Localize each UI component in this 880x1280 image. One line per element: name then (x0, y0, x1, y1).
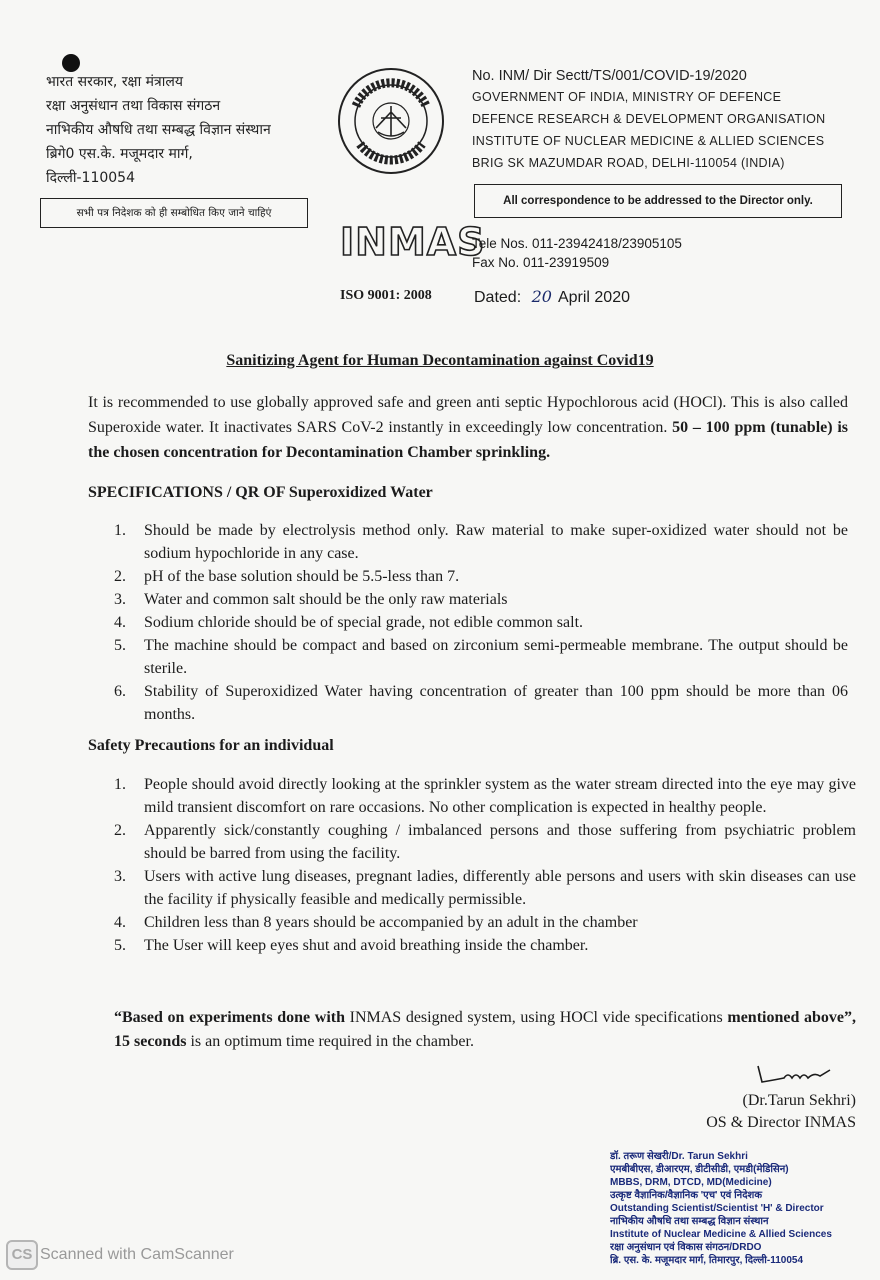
date-label: Dated: (474, 289, 522, 306)
list-item (114, 819, 856, 865)
org-line: GOVERNMENT OF INDIA, MINISTRY OF DEFENCE (472, 90, 782, 104)
stamp-line: नाभिकीय औषधि तथा सम्बद्ध विज्ञान संस्थान (610, 1216, 769, 1227)
safety-list (114, 773, 856, 957)
org-line: BRIG SK MAZUMDAR ROAD, DELHI-110054 (INDIA) (472, 156, 785, 170)
conclusion-paragraph (114, 1006, 856, 1054)
date-day-handwritten: 20 (531, 287, 552, 306)
list-text: Apparently sick/constantly coughing / imbalanced persons and those suffering from psychiatric problem should be barred from using the facility. (144, 822, 856, 862)
reference-number: No. INM/ Dir Sectt/TS/001/COVID-19/2020 (472, 68, 747, 84)
date-line (474, 287, 630, 307)
list-item (114, 865, 856, 911)
date-month-year: April 2020 (557, 289, 630, 306)
org-line: INSTITUTE OF NUCLEAR MEDICINE & ALLIED SCIENCES (472, 134, 825, 148)
list-text: The machine should be compact and based on zirconium semi-permeable membrane. The output should be sterile. (144, 637, 848, 677)
list-number: 3. (114, 591, 126, 608)
list-number: 4. (114, 914, 126, 931)
inmas-drdo-emblem-icon (336, 66, 446, 176)
hindi-address-note: सभी पत्र निदेशक को ही सम्बोधित किए जाने चाहिएं (40, 198, 308, 228)
signatory-block (600, 1090, 856, 1134)
list-number: 4. (114, 614, 126, 631)
correspondence-note: All correspondence to be addressed to the Director only. (474, 184, 842, 218)
stamp-line: एमबीबीएस, डीआरएम, डीटीसीडी, एमडी(मेडिसिन) (610, 1164, 789, 1175)
list-text: Should be made by electrolysis method only. Raw material to make super-oxidized water should not be sodium hypochloride in any case. (144, 522, 848, 562)
list-item (114, 680, 848, 726)
intro-paragraph (88, 390, 848, 465)
stamp-line: Outstanding Scientist/Scientist 'H' & Director (610, 1203, 824, 1214)
list-item (114, 773, 856, 819)
hindi-letterhead (46, 70, 321, 190)
stamp-line: MBBS, DRM, DTCD, MD(Medicine) (610, 1177, 772, 1188)
camscanner-watermark (6, 1240, 234, 1270)
document-title: Sanitizing Agent for Human Decontamination against Covid19 (226, 352, 654, 369)
list-text: Water and common salt should be the only raw materials (144, 591, 508, 608)
intro-text: It is recommended to use globally approved safe and green anti septic Hypochlorous acid (HOCl). This is also called Superoxide water. It inactivates SARS CoV-2 instantly in exceedingly low concentration. (88, 394, 848, 436)
official-stamp (610, 1150, 855, 1267)
list-text: People should avoid directly looking at the sprinkler system as the water stream directed into the eye may give mild transient discomfort on rare occasions. No other complication is expected in healthy people. (144, 776, 856, 816)
stamp-line: उत्कृष्ट वैज्ञानिक/वैज्ञानिक 'एच' एवं निदेशक (610, 1190, 763, 1201)
list-number: 6. (114, 683, 126, 700)
safety-heading: Safety Precautions for an individual (88, 737, 334, 754)
list-number: 5. (114, 637, 126, 654)
list-number: 5. (114, 937, 126, 954)
telephone-numbers: Tele Nos. 011-23942418/23905105 (472, 236, 682, 251)
iso-certification: ISO 9001: 2008 (340, 288, 432, 303)
quote-tail: is an optimum time required in the chamber. (186, 1033, 474, 1050)
list-number: 1. (114, 522, 126, 539)
signatory-name: (Dr.Tarun Sekhri) (742, 1092, 856, 1109)
list-text: Stability of Superoxidized Water having concentration of greater than 100 ppm should be more than 06 months. (144, 683, 848, 723)
list-number: 3. (114, 868, 126, 885)
list-item (114, 934, 856, 957)
camscanner-icon: CS (6, 1240, 38, 1270)
org-line: DEFENCE RESEARCH & DEVELOPMENT ORGANISATION (472, 112, 826, 126)
fax-number: Fax No. 011-23919509 (472, 255, 610, 270)
intro-bold-text: 50 – 100 ppm (tunable) is the chosen concentration for Decontamination Chamber sprinkling. (88, 419, 848, 461)
quote-text: INMAS designed system, using HOCl vide specifications (345, 1009, 728, 1026)
stamp-line: ब्रि. एस. के. मजूमदार मार्ग, तिमारपुर, दिल्ली-110054 (610, 1255, 804, 1266)
hindi-line: नाभिकीय औषधि तथा सम्बद्ध विज्ञान संस्थान (46, 122, 271, 138)
watermark-text: Scanned with CamScanner (40, 1246, 234, 1263)
list-number: 2. (114, 822, 126, 839)
list-text: pH of the base solution should be 5.5-less than 7. (144, 568, 460, 585)
hindi-line: भारत सरकार, रक्षा मंत्रालय (46, 74, 183, 90)
inmas-logo-text: INMAS (340, 220, 486, 264)
stamp-line: डॉ. तरूण सेखरी/Dr. Tarun Sekhri (610, 1151, 748, 1162)
stamp-line: रक्षा अनुसंधान एवं विकास संगठन/DRDO (610, 1242, 762, 1253)
handwritten-signature (754, 1058, 834, 1090)
list-text: Children less than 8 years should be accompanied by an adult in the chamber (144, 914, 638, 931)
list-item (114, 588, 848, 611)
specifications-heading: SPECIFICATIONS / QR OF Superoxidized Water (88, 484, 433, 501)
list-item (114, 611, 848, 634)
list-item (114, 911, 856, 934)
list-text: The User will keep eyes shut and avoid breathing inside the chamber. (144, 937, 589, 954)
hindi-line: रक्षा अनुसंधान तथा विकास संगठन (46, 98, 221, 114)
hindi-line: ब्रिगे0 एस.के. मजूमदार मार्ग, (46, 146, 193, 162)
hindi-line: दिल्ली-110054 (46, 170, 135, 186)
list-number: 2. (114, 568, 126, 585)
list-item (114, 519, 848, 565)
english-letterhead (472, 66, 872, 174)
signatory-designation: OS & Director INMAS (706, 1114, 856, 1131)
list-number: 1. (114, 776, 126, 793)
list-item (114, 634, 848, 680)
list-item (114, 565, 848, 588)
list-text: Users with active lung diseases, pregnant ladies, differently able persons and users with skin diseases can use the facility if physically feasible and medically permissible. (144, 868, 856, 908)
specifications-list (114, 519, 848, 726)
contact-info (472, 234, 682, 272)
stamp-line: Institute of Nuclear Medicine & Allied Sciences (610, 1229, 832, 1240)
quote-bold-duration: mentioned above”, 15 seconds (114, 1009, 857, 1050)
list-text: Sodium chloride should be of special grade, not edible common salt. (144, 614, 584, 631)
quote-bold-start: “Based on experiments done with (114, 1009, 345, 1026)
